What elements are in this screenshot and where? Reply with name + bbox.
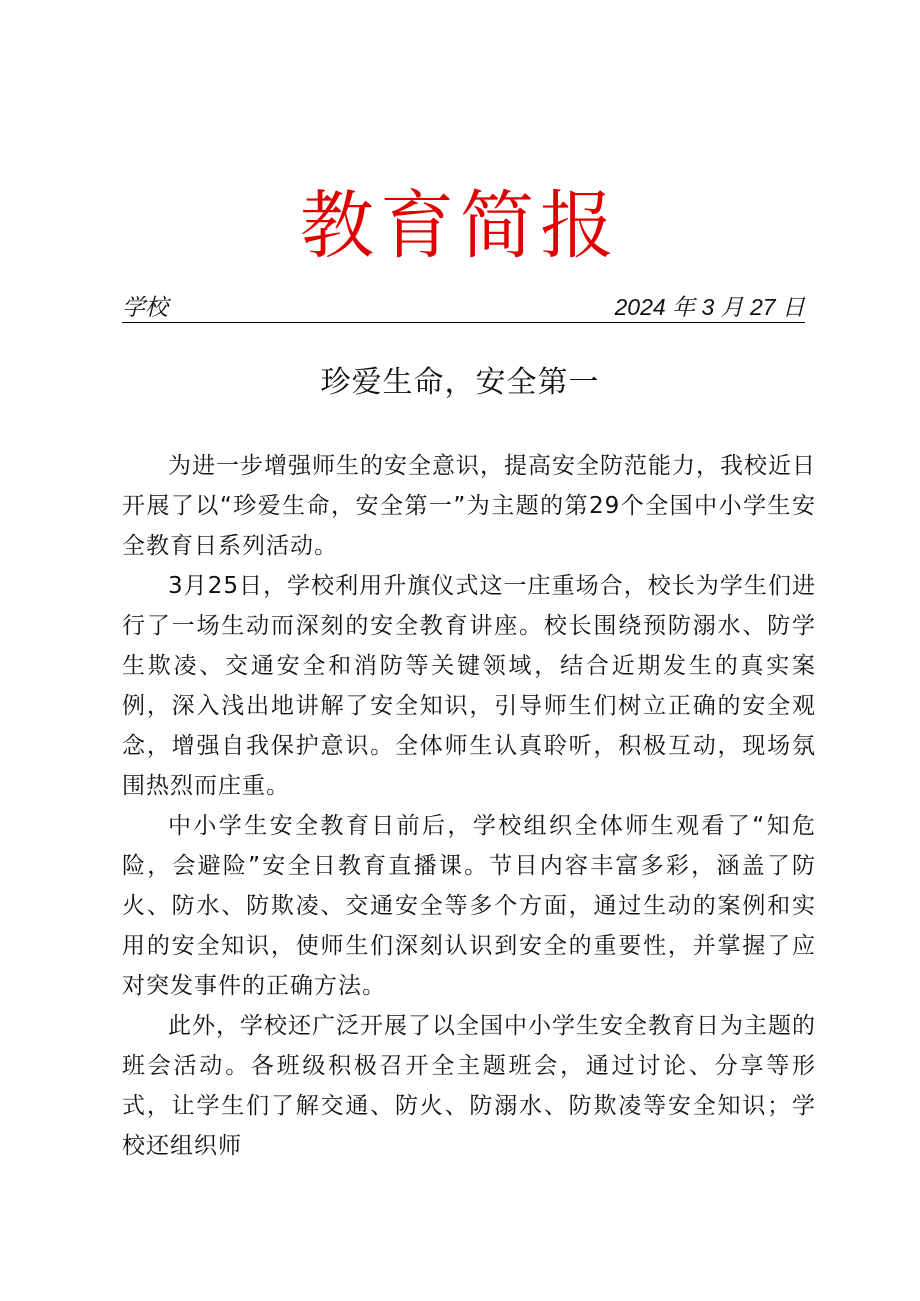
bulletin-meta-row [122,292,805,323]
bulletin-masthead: 教育简报 [300,183,620,269]
article-paragraph: 3月25日，学校利用升旗仪式这一庄重场合，校长为学生们进行了一场生动而深刻的安全教育讲座。校长围绕预防溺水、防学生欺凌、交通安全和消防等关键领域，结合近期发生的真实案例，深入浅出地讲解了安全知识，引导师生们树立正确的安全观念，增强自我保护意识。全体师生认真聆听，积极互动，现场氛围热烈而庄重。 [122,573,816,799]
school-label: 学校 [122,294,168,320]
article-title: 珍爱生命，安全第一 [320,365,600,400]
article-body [122,446,816,1166]
issue-date: 2024 年 3 月 27 日 [614,294,805,320]
article-paragraph: 此外，学校还广泛开展了以全国中小学生安全教育日为主题的班会活动。各班级积极召开全主题班会，通过讨论、分享等形式，让学生们了解交通、防火、防溺水、防欺凌等安全知识；学校还组织师 [122,1013,816,1159]
article-paragraph: 为进一步增强师生的安全意识，提高安全防范能力，我校近日开展了以“珍爱生命，安全第一”为主题的第29个全国中小学生安全教育日系列活动。 [122,453,816,559]
article-paragraph: 中小学生安全教育日前后，学校组织全体师生观看了“知危险，会避险”安全日教育直播课。节目内容丰富多彩，涵盖了防火、防水、防欺凌、交通安全等多个方面，通过生动的案例和实用的安全知识，使师生们深刻认识到安全的重要性，并掌握了应对突发事件的正确方法。 [122,813,816,999]
